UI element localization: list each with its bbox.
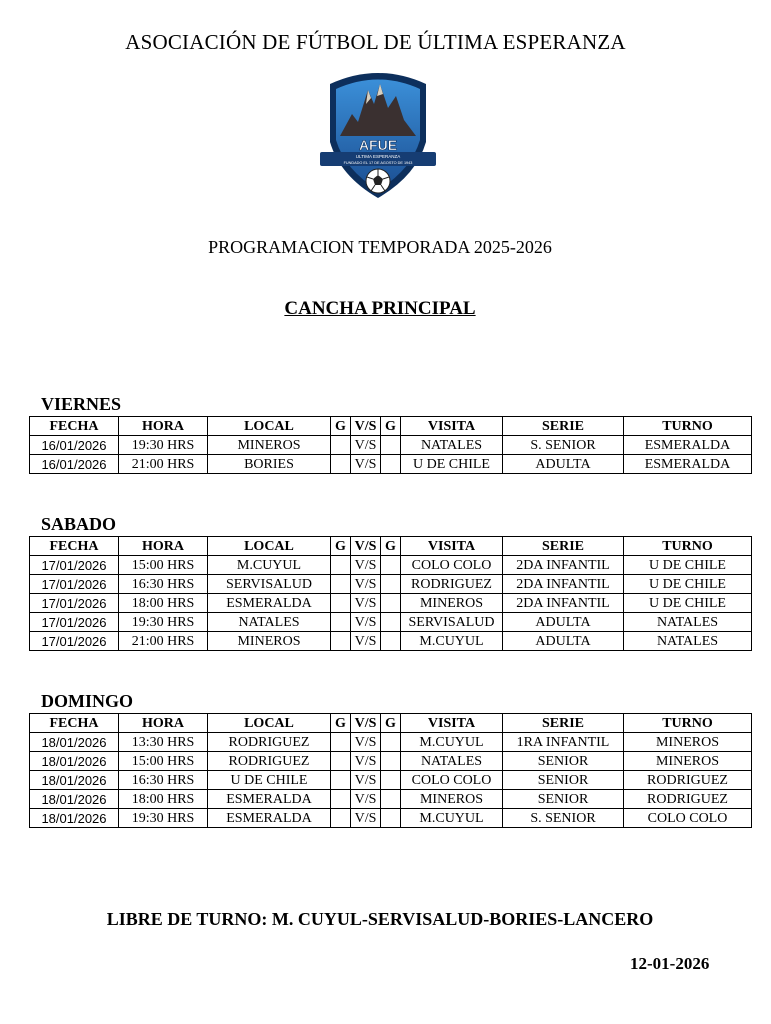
libre-de-turno: LIBRE DE TURNO: M. CUYUL-SERVISALUD-BORIES-LANCERO bbox=[106, 909, 654, 929]
cell-fecha: 18/01/2026 bbox=[30, 733, 119, 752]
cell-g2 bbox=[381, 790, 401, 809]
column-header: TURNO bbox=[624, 537, 752, 556]
cell-hora: 15:00 HRS bbox=[119, 556, 208, 575]
column-header: VISITA bbox=[401, 417, 503, 436]
header-row bbox=[30, 417, 752, 436]
column-header: FECHA bbox=[30, 537, 119, 556]
cell-g2 bbox=[381, 771, 401, 790]
column-header: SERIE bbox=[503, 714, 624, 733]
cell-g2 bbox=[381, 809, 401, 828]
cell-hora: 19:30 HRS bbox=[119, 436, 208, 455]
cell-hora: 19:30 HRS bbox=[119, 613, 208, 632]
cell-g2 bbox=[381, 752, 401, 771]
table-row bbox=[30, 771, 752, 790]
column-header: V/S bbox=[351, 714, 381, 733]
cell-visita: NATALES bbox=[401, 752, 503, 771]
cell-turno: RODRIGUEZ bbox=[624, 771, 752, 790]
cell-serie: ADULTA bbox=[503, 613, 624, 632]
cell-g2 bbox=[381, 436, 401, 455]
cell-visita: MINEROS bbox=[401, 790, 503, 809]
cell-vs: V/S bbox=[351, 436, 381, 455]
cell-turno: ESMERALDA bbox=[624, 436, 752, 455]
field-heading: CANCHA PRINCIPAL bbox=[284, 298, 476, 319]
cell-turno: U DE CHILE bbox=[624, 556, 752, 575]
day-label-sabado: SABADO bbox=[41, 514, 117, 534]
table-row bbox=[30, 613, 752, 632]
cell-g1 bbox=[331, 809, 351, 828]
cell-hora: 15:00 HRS bbox=[119, 752, 208, 771]
header-row bbox=[30, 714, 752, 733]
cell-turno: U DE CHILE bbox=[624, 594, 752, 613]
cell-visita: RODRIGUEZ bbox=[401, 575, 503, 594]
cell-turno: MINEROS bbox=[624, 752, 752, 771]
cell-fecha: 18/01/2026 bbox=[30, 752, 119, 771]
cell-turno: ESMERALDA bbox=[624, 455, 752, 474]
cell-vs: V/S bbox=[351, 632, 381, 651]
column-header: TURNO bbox=[624, 714, 752, 733]
column-header: FECHA bbox=[30, 417, 119, 436]
cell-visita: SERVISALUD bbox=[401, 613, 503, 632]
cell-local: NATALES bbox=[208, 613, 331, 632]
afue-logo bbox=[316, 64, 440, 202]
cell-local: ESMERALDA bbox=[208, 790, 331, 809]
cell-g1 bbox=[331, 752, 351, 771]
cell-hora: 21:00 HRS bbox=[119, 455, 208, 474]
cell-vs: V/S bbox=[351, 594, 381, 613]
cell-vs: V/S bbox=[351, 556, 381, 575]
column-header: HORA bbox=[119, 537, 208, 556]
cell-visita: NATALES bbox=[401, 436, 503, 455]
column-header: LOCAL bbox=[208, 417, 331, 436]
table-row bbox=[30, 436, 752, 455]
column-header: LOCAL bbox=[208, 537, 331, 556]
cell-serie: ADULTA bbox=[503, 455, 624, 474]
cell-fecha: 17/01/2026 bbox=[30, 594, 119, 613]
cell-hora: 18:00 HRS bbox=[119, 790, 208, 809]
column-header: HORA bbox=[119, 417, 208, 436]
cell-hora: 16:30 HRS bbox=[119, 575, 208, 594]
cell-serie: 2DA INFANTIL bbox=[503, 594, 624, 613]
cell-fecha: 18/01/2026 bbox=[30, 809, 119, 828]
cell-local: M.CUYUL bbox=[208, 556, 331, 575]
cell-fecha: 18/01/2026 bbox=[30, 790, 119, 809]
cell-visita: M.CUYUL bbox=[401, 809, 503, 828]
cell-local: ESMERALDA bbox=[208, 809, 331, 828]
cell-fecha: 17/01/2026 bbox=[30, 632, 119, 651]
cell-vs: V/S bbox=[351, 809, 381, 828]
cell-hora: 21:00 HRS bbox=[119, 632, 208, 651]
cell-local: RODRIGUEZ bbox=[208, 733, 331, 752]
logo-line1: ULTIMA ESPERANZA bbox=[355, 154, 401, 159]
association-title: ASOCIACIÓN DE FÚTBOL DE ÚLTIMA ESPERANZA bbox=[125, 30, 626, 54]
column-header: G bbox=[331, 714, 351, 733]
cell-turno: COLO COLO bbox=[624, 809, 752, 828]
cell-fecha: 16/01/2026 bbox=[30, 436, 119, 455]
cell-serie: SENIOR bbox=[503, 771, 624, 790]
column-header: G bbox=[381, 537, 401, 556]
column-header: VISITA bbox=[401, 537, 503, 556]
schedule-table-domingo bbox=[29, 713, 752, 828]
table-row bbox=[30, 809, 752, 828]
cell-local: SERVISALUD bbox=[208, 575, 331, 594]
cell-visita: M.CUYUL bbox=[401, 632, 503, 651]
schedule-table-viernes bbox=[29, 416, 752, 474]
column-header: G bbox=[381, 714, 401, 733]
column-header: V/S bbox=[351, 537, 381, 556]
cell-serie: 2DA INFANTIL bbox=[503, 575, 624, 594]
cell-fecha: 17/01/2026 bbox=[30, 575, 119, 594]
cell-serie: 2DA INFANTIL bbox=[503, 556, 624, 575]
table-row bbox=[30, 594, 752, 613]
season-subtitle: PROGRAMACION TEMPORADA 2025-2026 bbox=[208, 237, 552, 257]
header-row bbox=[30, 537, 752, 556]
cell-serie: S. SENIOR bbox=[503, 809, 624, 828]
cell-g2 bbox=[381, 575, 401, 594]
cell-g1 bbox=[331, 436, 351, 455]
column-header: TURNO bbox=[624, 417, 752, 436]
cell-local: BORIES bbox=[208, 455, 331, 474]
cell-hora: 13:30 HRS bbox=[119, 733, 208, 752]
day-label-viernes: VIERNES bbox=[41, 394, 122, 414]
column-header: SERIE bbox=[503, 417, 624, 436]
cell-hora: 16:30 HRS bbox=[119, 771, 208, 790]
cell-turno: NATALES bbox=[624, 632, 752, 651]
column-header: G bbox=[331, 537, 351, 556]
cell-fecha: 18/01/2026 bbox=[30, 771, 119, 790]
cell-g1 bbox=[331, 613, 351, 632]
cell-serie: ADULTA bbox=[503, 632, 624, 651]
logo-abbr: AFUE bbox=[358, 137, 398, 153]
cell-visita: COLO COLO bbox=[401, 556, 503, 575]
column-header: G bbox=[331, 417, 351, 436]
cell-turno: NATALES bbox=[624, 613, 752, 632]
cell-visita: MINEROS bbox=[401, 594, 503, 613]
cell-g2 bbox=[381, 556, 401, 575]
column-header: SERIE bbox=[503, 537, 624, 556]
cell-g1 bbox=[331, 575, 351, 594]
schedule-table-sabado bbox=[29, 536, 752, 651]
column-header: LOCAL bbox=[208, 714, 331, 733]
cell-vs: V/S bbox=[351, 752, 381, 771]
column-header: FECHA bbox=[30, 714, 119, 733]
cell-fecha: 17/01/2026 bbox=[30, 556, 119, 575]
cell-local: MINEROS bbox=[208, 632, 331, 651]
table-row bbox=[30, 455, 752, 474]
column-header: VISITA bbox=[401, 714, 503, 733]
logo-line2: FUNDADO EL 17 DE AGOSTO DE 1943 bbox=[343, 161, 413, 165]
cell-vs: V/S bbox=[351, 455, 381, 474]
cell-g1 bbox=[331, 790, 351, 809]
soccer-ball-icon bbox=[366, 169, 390, 193]
cell-visita: M.CUYUL bbox=[401, 733, 503, 752]
cell-fecha: 17/01/2026 bbox=[30, 613, 119, 632]
column-header: G bbox=[381, 417, 401, 436]
table-row bbox=[30, 752, 752, 771]
cell-g2 bbox=[381, 594, 401, 613]
day-label-domingo: DOMINGO bbox=[41, 691, 133, 711]
table-row bbox=[30, 733, 752, 752]
cell-g2 bbox=[381, 613, 401, 632]
table-row bbox=[30, 556, 752, 575]
cell-turno: RODRIGUEZ bbox=[624, 790, 752, 809]
cell-vs: V/S bbox=[351, 790, 381, 809]
cell-fecha: 16/01/2026 bbox=[30, 455, 119, 474]
cell-serie: SENIOR bbox=[503, 790, 624, 809]
table-row bbox=[30, 575, 752, 594]
cell-vs: V/S bbox=[351, 575, 381, 594]
cell-serie: 1RA INFANTIL bbox=[503, 733, 624, 752]
cell-g1 bbox=[331, 556, 351, 575]
cell-vs: V/S bbox=[351, 613, 381, 632]
cell-g2 bbox=[381, 455, 401, 474]
column-header: HORA bbox=[119, 714, 208, 733]
cell-vs: V/S bbox=[351, 733, 381, 752]
cell-local: MINEROS bbox=[208, 436, 331, 455]
cell-g2 bbox=[381, 632, 401, 651]
cell-g1 bbox=[331, 771, 351, 790]
cell-local: U DE CHILE bbox=[208, 771, 331, 790]
cell-serie: S. SENIOR bbox=[503, 436, 624, 455]
table-row bbox=[30, 632, 752, 651]
cell-serie: SENIOR bbox=[503, 752, 624, 771]
cell-g2 bbox=[381, 733, 401, 752]
column-header: V/S bbox=[351, 417, 381, 436]
cell-g1 bbox=[331, 455, 351, 474]
cell-vs: V/S bbox=[351, 771, 381, 790]
cell-g1 bbox=[331, 594, 351, 613]
table-row bbox=[30, 790, 752, 809]
cell-visita: U DE CHILE bbox=[401, 455, 503, 474]
cell-visita: COLO COLO bbox=[401, 771, 503, 790]
cell-hora: 19:30 HRS bbox=[119, 809, 208, 828]
cell-local: ESMERALDA bbox=[208, 594, 331, 613]
document-date: 12-01-2026 bbox=[630, 954, 710, 973]
cell-local: RODRIGUEZ bbox=[208, 752, 331, 771]
cell-turno: MINEROS bbox=[624, 733, 752, 752]
cell-turno: U DE CHILE bbox=[624, 575, 752, 594]
cell-hora: 18:00 HRS bbox=[119, 594, 208, 613]
cell-g1 bbox=[331, 632, 351, 651]
cell-g1 bbox=[331, 733, 351, 752]
